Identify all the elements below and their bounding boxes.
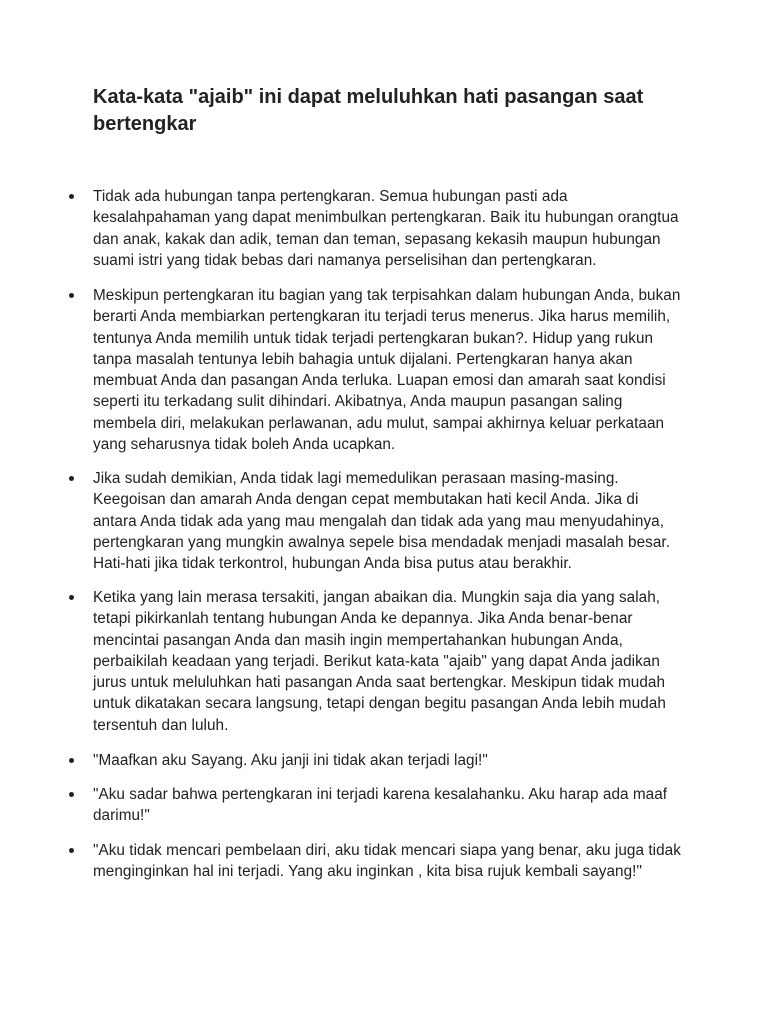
- bullet-point-icon: [69, 194, 74, 199]
- bullet-point-icon: [69, 476, 74, 481]
- bullet-point-icon: [69, 792, 74, 797]
- paragraph-text: "Aku tidak mencari pembelaan diri, aku tidak mencari siapa yang benar, aku juga tidak menginginkan hal ini terjadi. Yang aku inginkan , kita bisa rujuk kembali sayang!": [93, 842, 681, 881]
- paragraph-text: Meskipun pertengkaran itu bagian yang tak terpisahkan dalam hubungan Anda, bukan berarti Anda membiarkan pertengkaran itu terjadi terus menerus. Jika harus memilih, tentunya Anda memilih untuk tidak terjadi pertengkaran bukan?. Hidup yang rukun tanpa masalah tentunya lebih bahagia untuk dijalani. Pertengkaran hanya akan membuat Anda dan pasangan Anda terluka. Luapan emosi dan amarah saat kondisi seperti itu terkadang sulit dihindari. Akibatnya, Anda maupun pasangan saling membela diri, melakukan perlawanan, adu mulut, sampai akhirnya keluar perkataan yang seharusnya tidak boleh Anda ucapkan.: [93, 287, 681, 454]
- bullet-point-icon: [69, 293, 74, 298]
- paragraph-text: "Aku sadar bahwa pertengkaran ini terjadi karena kesalahanku. Aku harap ada maaf darimu!": [93, 786, 668, 825]
- paragraph-text: Ketika yang lain merasa tersakiti, jangan abaikan dia. Mungkin saja dia yang salah, tetapi pikirkanlah tentang hubungan Anda ke depannya. Jika Anda benar-benar mencintai pasangan Anda dan masih ingin mempertahankan hubungan Anda, perbaikilah keadaan yang terjadi. Berikut kata-kata "ajaib" yang dapat Anda jadikan jurus untuk meluluhkan hati pasangan Anda saat bertengkar. Meskipun tidak mudah untuk dikatakan secara langsung, tetapi dengan begitu pasangan Anda lebih mudah tersentuh dan luluh.: [93, 589, 666, 734]
- paragraph-text: "Maafkan aku Sayang. Aku janji ini tidak akan terjadi lagi!": [93, 752, 488, 769]
- paragraph-text: Tidak ada hubungan tanpa pertengkaran. Semua hubungan pasti ada kesalahpahaman yang dapat menimbulkan pertengkaran. Baik itu hubungan orangtua dan anak, kakak dan adik, teman dan teman, sepasang kekasih maupun hubungan suami istri yang tidak bebas dari namanya perselisihan dan pertengkaran.: [93, 188, 679, 269]
- bullet-point-icon: [69, 758, 74, 763]
- paragraph-text: Jika sudah demikian, Anda tidak lagi memedulikan perasaan masing-masing. Keegoisan dan amarah Anda dengan cepat membutakan hati kecil Anda. Jika di antara Anda tidak ada yang mau mengalah dan tidak ada yang mau menyudahinya, pertengkaran yang mungkin awalnya sepele bisa mendadak menjadi masalah besar. Hati-hati jika tidak terkontrol, hubungan Anda bisa putus atau berakhir.: [93, 470, 670, 573]
- document-title: Kata-kata "ajaib" ini dapat meluluhkan hati pasangan saat bertengkar: [93, 86, 644, 135]
- bullet-point-icon: [69, 595, 74, 600]
- bullet-point-icon: [69, 848, 74, 853]
